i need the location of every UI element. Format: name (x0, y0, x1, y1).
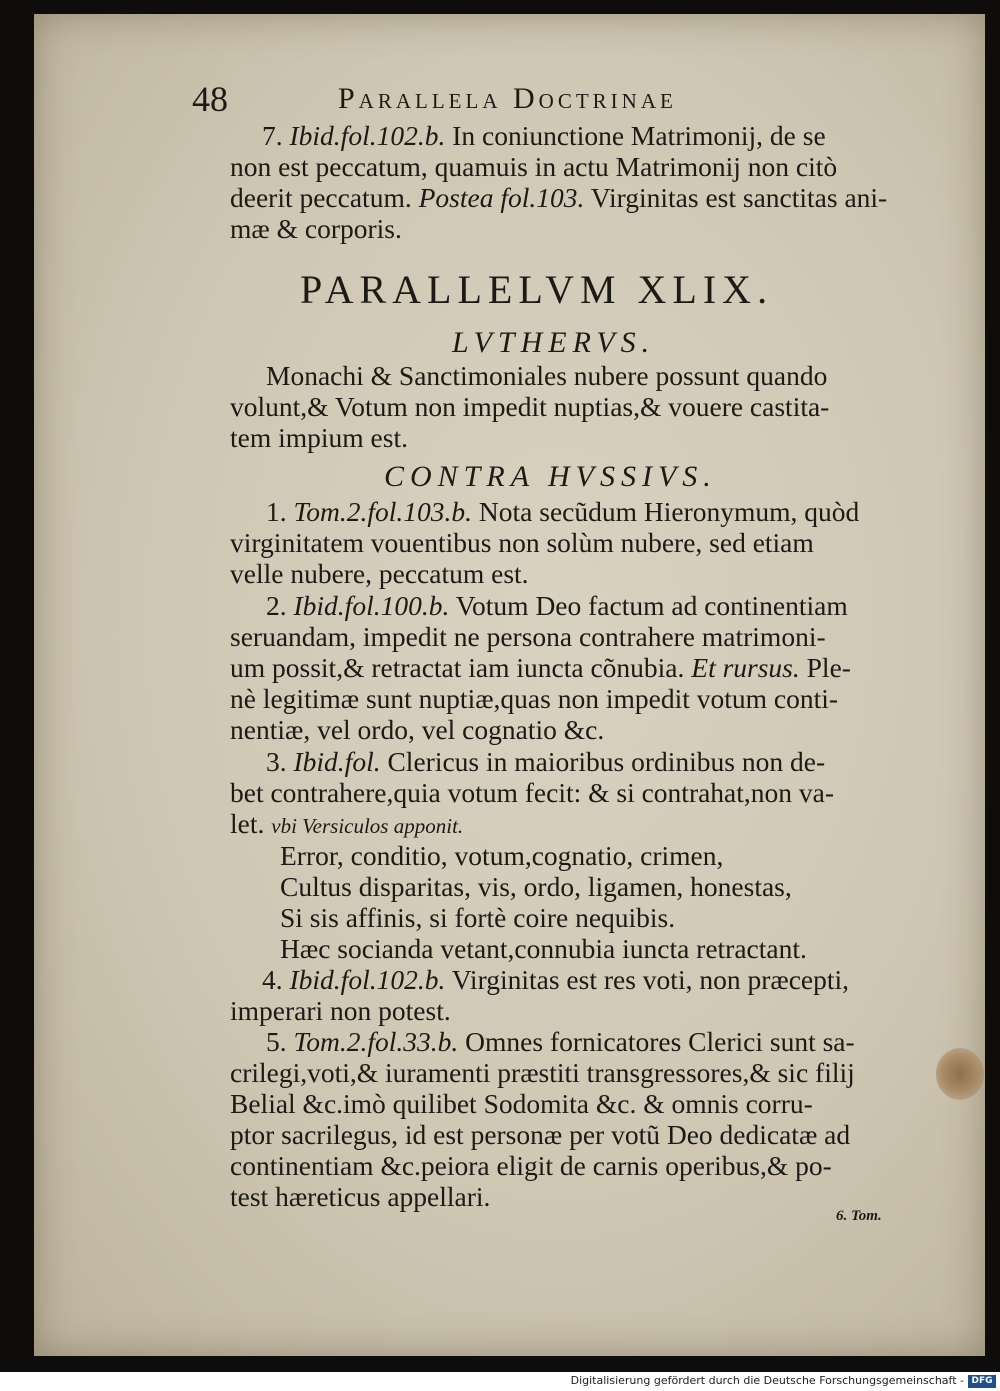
item-line: crilegi,voti,& iuramenti præstiti transgressores,& sic filij (230, 1057, 855, 1088)
text: Omnes fornicatores Clerici sunt sa- (458, 1026, 855, 1057)
item-line: nentiæ, vel ordo, vel cognatio &c. (230, 714, 605, 745)
item-number: 1. (266, 496, 294, 527)
footer-bar (0, 1372, 1000, 1391)
reference: vbi Versiculos apponit. (271, 814, 464, 838)
lutherus-line: Monachi & Sanctimoniales nubere possunt quando (266, 360, 828, 391)
item-line: velle nubere, peccatum est. (230, 558, 529, 589)
item-line: virginitatem vouentibus non solùm nubere, sed etiam (230, 527, 814, 558)
text: In coniunctione Matrimonij, de se (445, 120, 826, 151)
item-line: imperari non potest. (230, 995, 451, 1026)
item-line (230, 808, 463, 842)
item-line (230, 652, 851, 683)
item-line (266, 746, 825, 777)
text: um possit,& retractat iam iuncta cõnubia. (230, 652, 692, 683)
item-line: bet contrahere,quia votum fecit: & si contrahat,non va- (230, 777, 835, 808)
item-line (266, 496, 859, 527)
item-line (266, 1026, 855, 1057)
text: Votum Deo factum ad continentiam (449, 590, 848, 621)
section-heading: PARALLELVM XLIX. (300, 267, 774, 312)
verse-line: Si sis affinis, si fortè coire nequibis. (280, 902, 676, 933)
verse-line: Cultus disparitas, vis, ordo, ligamen, honestas, (280, 871, 792, 902)
text: Virginitas est res voti, non præcepti, (445, 964, 850, 995)
contra-heading: CONTRA HVSSIVS. (384, 460, 717, 493)
item-number: 7. (262, 120, 290, 151)
funding-credit: Digitalisierung gefördert durch die Deutsche Forschungsgemeinschaft - (570, 1374, 964, 1387)
text: Nota secũdum Hieronymum, quòd (472, 496, 860, 527)
lutherus-line: volunt,& Votum non impedit nuptias,& vouere castita- (230, 391, 830, 422)
page-number: 48 (192, 79, 228, 119)
reference: Postea fol.103. (418, 182, 585, 213)
item-number: 2. (266, 590, 294, 621)
item-line: Belial &c.imò quilibet Sodomita &c. & omnis corru- (230, 1088, 813, 1119)
reference: Ibid.fol. (293, 746, 381, 777)
text: Virginitas est sanctitas ani- (584, 182, 888, 213)
lutherus-heading: LVTHERVS. (452, 326, 656, 359)
reference: Tom.2.fol.33.b. (293, 1026, 459, 1057)
catchword: 6. Tom. (836, 1208, 882, 1224)
item-7-line-3 (230, 182, 887, 213)
dfg-logo: DFG (968, 1375, 996, 1388)
reference: Tom.2.fol.103.b. (293, 496, 473, 527)
item-7-line-4: mæ & corporis. (230, 213, 402, 244)
running-title: Parallela Doctrinae (338, 82, 677, 115)
item-line (262, 964, 849, 995)
item-number: 3. (266, 746, 294, 777)
item-line: continentiam &c.peiora eligit de carnis operibus,& po- (230, 1150, 832, 1181)
reference: Ibid.fol.102.b. (289, 120, 446, 151)
item-7-line-1 (262, 120, 826, 151)
item-line (266, 590, 848, 621)
text: let. (230, 808, 272, 839)
verse-line: Error, conditio, votum,cognatio, crimen, (280, 840, 724, 871)
reference: Ibid.fol.102.b. (289, 964, 446, 995)
text: Clericus in maioribus ordinibus non de- (380, 746, 826, 777)
running-head (0, 78, 1000, 118)
item-number: 5. (266, 1026, 294, 1057)
item-number: 4. (262, 964, 290, 995)
item-7-line-2: non est peccatum, quamuis in actu Matrimonij non citò (230, 151, 838, 182)
reference: Et rursus. (691, 652, 800, 683)
item-line: seruandam, impedit ne persona contrahere matrimoni- (230, 621, 826, 652)
item-line: test hæreticus appellari. (230, 1181, 491, 1212)
lutherus-line: tem impium est. (230, 422, 408, 453)
text: Ple- (799, 652, 851, 683)
paper-stain (936, 1048, 984, 1100)
text: deerit peccatum. (230, 182, 419, 213)
item-line: nè legitimæ sunt nuptiæ,quas non impedit votum conti- (230, 683, 839, 714)
verse-line: Hæc socianda vetant,connubia iuncta retractant. (280, 933, 807, 964)
reference: Ibid.fol.100.b. (293, 590, 450, 621)
item-line: ptor sacrilegus, id est personæ per votũ Deo dedicatæ ad (230, 1119, 851, 1150)
